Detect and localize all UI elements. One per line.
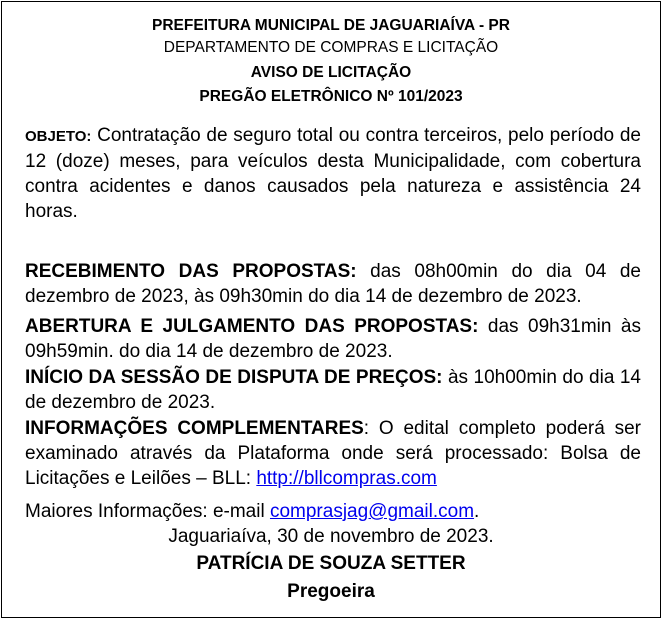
notice-frame — [1, 1, 661, 618]
objeto-text: Contratação de seguro total ou contra terceiros, pelo período de 12 (doze) meses, para veículos desta Municipalidade, com cobertura contra acidentes e danos causados pela natureza e assistência 24 horas. — [25, 125, 641, 222]
header-line1: PREFEITURA MUNICIPAL DE JAGUARIAÍVA - PR — [152, 17, 510, 34]
abertura-text: das 09h31min às 09h59min. do dia 14 de dezembro de 2023. — [25, 316, 641, 362]
recebimento-text: das 08h00min do dia 04 de dezembro de 2023, às 09h30min do dia 14 de dezembro de 2023. — [25, 261, 641, 307]
maiores-suffix: . — [474, 501, 480, 522]
recebimento-paragraph — [25, 259, 641, 309]
objeto-label: OBJETO: — [25, 128, 92, 145]
inicio-paragraph — [25, 365, 641, 415]
informacoes-text: : O edital completo poderá ser examinado através da Plataforma onde será processado: Bolsa de Licitações e Leilões – BLL: — [25, 418, 641, 489]
header-line3: AVISO DE LICITAÇÃO — [250, 64, 412, 81]
header-line4: PREGÃO ELETRÔNICO Nº 101/2023 — [199, 88, 463, 105]
objeto-paragraph — [25, 123, 641, 224]
bll-link[interactable]: http://bllcompras.com — [256, 468, 437, 489]
signer-name: PATRÍCIA DE SOUZA SETTER — [196, 553, 466, 574]
recebimento-label: RECEBIMENTO DAS PROPOSTAS: — [25, 261, 357, 282]
informacoes-label: INFORMAÇÕES COMPLEMENTARES — [25, 418, 364, 439]
inicio-label: INÍCIO DA SESSÃO DE DISPUTA DE PREÇOS: — [25, 367, 443, 388]
place-date: Jaguariaíva, 30 de novembro de 2023. — [168, 526, 494, 547]
abertura-label: ABERTURA E JULGAMENTO DAS PROPOSTAS: — [25, 316, 479, 337]
maiores-text: Maiores Informações: e-mail — [25, 501, 270, 522]
header-line2: DEPARTAMENTO DE COMPRAS E LICITAÇÃO — [163, 39, 499, 56]
email-link[interactable]: comprasjag@gmail.com — [269, 501, 475, 522]
informacoes-paragraph — [25, 416, 641, 491]
maiores-line — [25, 500, 641, 524]
abertura-paragraph — [25, 314, 641, 364]
inicio-text: às 10h00min do dia 14 de dezembro de 2023. — [25, 367, 641, 413]
signer-role: Pregoeira — [287, 581, 375, 602]
